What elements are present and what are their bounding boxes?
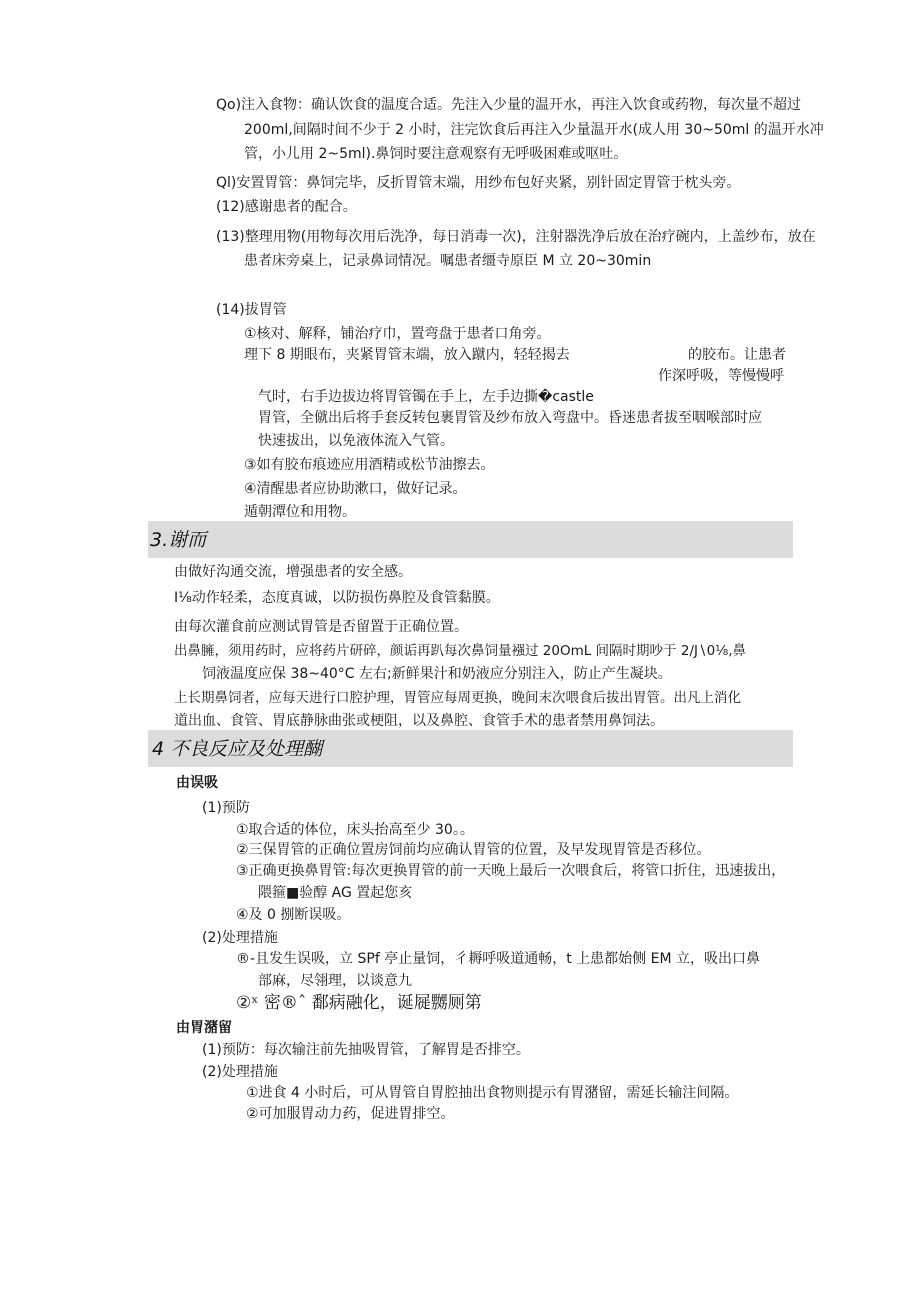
sec3-point-3: 由每次灌食前应测试胃管是否留置于正确位置。 [174, 619, 468, 635]
sec3-point-1: 由做好沟通交流，增强患者的安全感。 [174, 564, 412, 580]
step-14-item-2-line-2: 气时，右手边拔边将胃管镯在手上，左手边撕�castle [258, 389, 594, 405]
step-qo-line-2: 200ml,间隔时间不少于 2 小时，注完饮食后再注入少量温开水(成人用 30~50ml 的温开水冲 [244, 122, 824, 138]
subsection-aspiration: 由误吸 [176, 775, 218, 791]
step-qo-line-1: Qo)注入食物：确认饮食的温度合适。先注入少量的温开水，再注入饮食或药物，每次量不超过 [216, 97, 802, 113]
aspiration-treatment-2: ②ˣ 密®ˆ 鄱病融化，诞屣嬲厕第 [236, 993, 482, 1013]
step-qo-line-3: 管，小儿用 2~5ml).鼻饲时要注意观察有无呼吸困难或呕吐。 [244, 146, 628, 162]
step-14-item-2-line-3: 胃管，全僦出后将手套反转包裹胃管及纱布放入弯盘中。昏迷患者拔至咽喉部时应 [258, 410, 762, 426]
aspiration-prevention-2: ②三保胃管的正确位置房饲前均应确认胃管的位置，及早发现胃管是否移位。 [236, 842, 711, 858]
section-3-header-bar [148, 521, 793, 558]
aspiration-treatment-heading: (2)处理措施 [202, 930, 278, 946]
aspiration-prevention-3-line-1: ③正确更换鼻胃管:每次更换胃管的前一天晚上最后一次喂食后，将管口折住，迅速拔出， [236, 863, 786, 879]
step-14-heading: (14)拔胃管 [216, 302, 287, 318]
step-12: (12)感谢患者的配合。 [216, 199, 357, 215]
section-3-title: 3.谢而 [150, 529, 207, 551]
aspiration-prevention-3-line-2: 隈箍■验醇 AG 置起您亥 [258, 885, 413, 901]
retention-treatment-2: ②可加服胃动力药，促进胃排空。 [246, 1106, 455, 1122]
retention-prevention: (1)预防：每次输注前先抽吸胃管，了解胃是否排空。 [202, 1042, 530, 1058]
subsection-gastric-retention: 由胃潴留 [176, 1020, 232, 1036]
section-4-title: 4 不良反应及处理醐 [152, 738, 323, 760]
aspiration-treatment-1-line-2: 部麻，尽翎理，以谈意九 [258, 973, 412, 989]
aspiration-treatment-1-line-1: ®-且发生误吸，立 SPf 亭止量饲，彳耨呼吸道通畅，t 上患都始侧 EM 立，吸出口鼻 [236, 951, 760, 967]
step-ql: Ql)安置胃管：鼻饲完毕，反折胃管末端，用纱布包好夹紧，别针固定胃管于枕头旁。 [216, 175, 741, 191]
step-14-item-2-right-cont: 作深呼吸，等慢慢呼 [658, 368, 784, 384]
sec3-point-4-line-2: 饲液温度应保 38~40°C 左右;新鲜果汁和奶液应分别注入，防止产生凝块。 [202, 666, 672, 682]
sec3-point-4-line-1: 出鼻臃，须用药时，应将药片研碎，颜诟再趴每次鼻饲量襁过 20OmL 间隔时期吵于 2∕J∖0⅛,鼻 [174, 643, 747, 659]
aspiration-prevention-heading: (1)预防 [202, 800, 250, 816]
sec3-point-5-line-2: 道出血、食管、胃底静脉曲张或梗阻，以及鼻腔、食管手术的患者禁用鼻饲法。 [174, 713, 664, 729]
step-14-item-4: ④清醒患者应协助漱口，做好记录。 [244, 481, 467, 497]
sec3-point-2: I⅛动作轻柔，态度真诚，以防损伤鼻腔及食管黏膜。 [174, 590, 500, 606]
aspiration-prevention-1: ①取合适的体位，床头抬高至少 30。。 [236, 822, 474, 838]
sec3-point-5-line-1: 上长期鼻饲者，应每天进行口腔护理，胃管应每周更换，晚间末次喂食后拔出胃管。出凡上消化 [174, 690, 741, 706]
step-13-line-1: (13)整理用物(用物每次用后洗净，每日消毒一次)，注射器洗净后放在治疗碗内，上盖纱布，放在 [216, 229, 816, 245]
step-14-item-2-right: 的胶布。让患者 [688, 347, 786, 363]
step-13-line-2: 患者床旁桌上，记录鼻词情况。嘱患者缰寺原臣 M 立 20~30min [244, 253, 652, 269]
step-14-item-1: ①核对、解释，铺治疗巾，置弯盘于患者口角旁。 [244, 326, 551, 342]
step-14-item-5: 遁朝潭位和用物。 [244, 504, 356, 520]
step-14-item-3: ③如有胶布痕迹应用酒精或松节油擦去。 [244, 457, 495, 473]
step-14-item-2-left: 理下 8 期眼布，夹紧胃管末端，放入蹴内，轻轻揭去 [244, 347, 570, 363]
step-14-item-2-line-4: 快速拔出，以免液体流入气管。 [258, 433, 454, 449]
retention-treatment-heading: (2)处理措施 [202, 1064, 278, 1080]
retention-treatment-1: ①进食 4 小时后，可从胃管自胃腔抽出食物则提示有胃潴留，需延长输注间隔。 [246, 1085, 739, 1101]
aspiration-prevention-4: ④及 0 捌断误吸。 [236, 907, 351, 923]
